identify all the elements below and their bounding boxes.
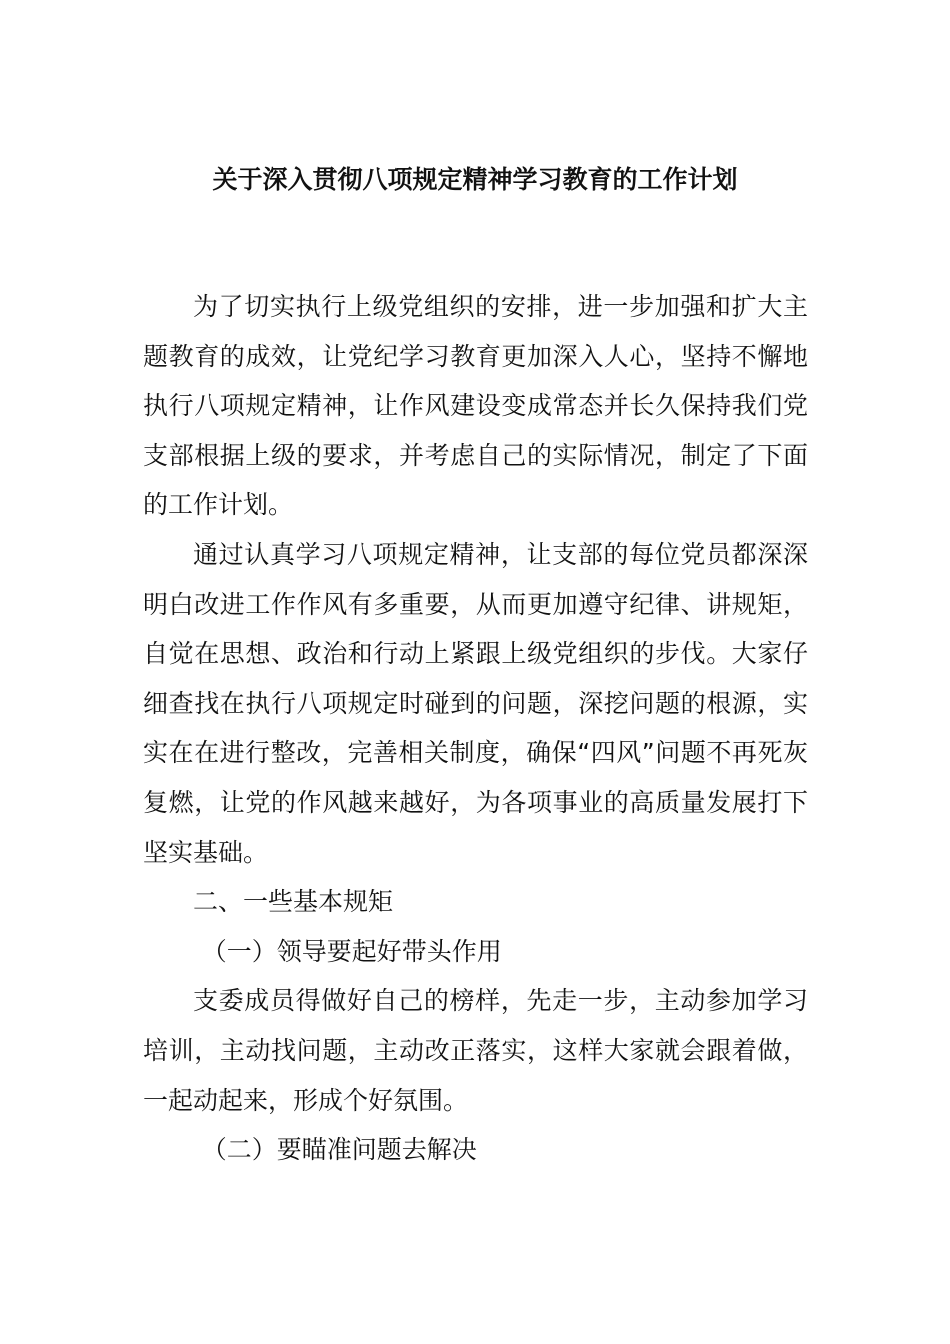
subsection-heading-leadership: （一）领导要起好带头作用 [201, 936, 502, 966]
document-body [143, 282, 808, 1175]
section-heading-basic-rules: 二、一些基本规矩 [193, 887, 394, 917]
paragraph-leadership: 支委成员得做好自己的榜样，先走一步，主动参加学习培训，主动找问题，主动改正落实，这样大家就会跟着做，一起动起来，形成个好氛围。 [143, 986, 808, 1115]
document-title: 关于深入贯彻八项规定精神学习教育的工作计划 [212, 165, 738, 194]
paragraph-intro: 为了切实执行上级党组织的安排，进一步加强和扩大主题教育的成效，让党纪学习教育更加深入人心，坚持不懈地执行八项规定精神，让作风建设变成常态并长久保持我们党支部根据上级的要求，并考虑自己的实际情况，制定了下面的工作计划。 [143, 292, 808, 520]
paragraph-goal: 通过认真学习八项规定精神，让支部的每位党员都深深明白改进工作作风有多重要，从而更加遵守纪律、讲规矩，自觉在思想、政治和行动上紧跟上级党组织的步伐。大家仔细查找在执行八项规定时碰到的问题，深挖问题的根源，实实在在进行整改，完善相关制度，确保“四风”问题不再死灰复燃，让党的作风越来越好，为各项事业的高质量发展打下坚实基础。 [143, 539, 808, 867]
subsection-heading-problems: （二）要瞄准问题去解决 [201, 1135, 477, 1165]
